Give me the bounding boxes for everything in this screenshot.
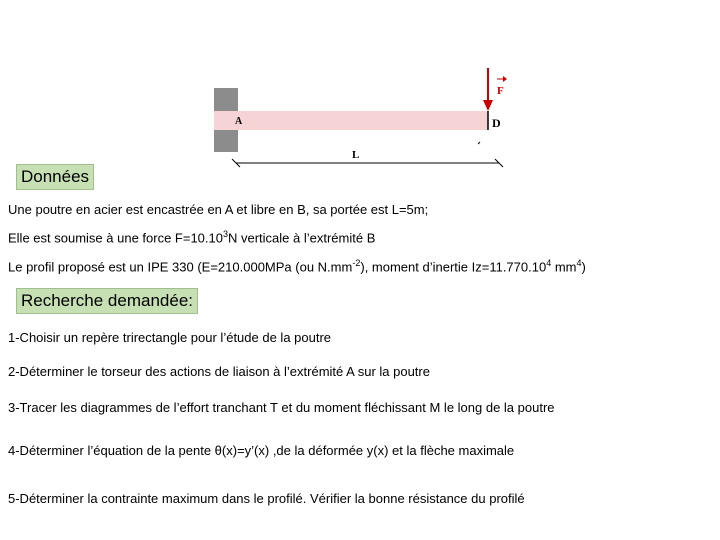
beam <box>214 111 488 130</box>
question-2: 2-Déterminer le torseur des actions de liaison à l’extrémité A sur la poutre <box>8 364 430 379</box>
donnees-line-3: Le profil proposé est un IPE 330 (E=210.000MPa (ou $N.mm^{-2}$), moment d’inertie $Iz=11.770.10^4$ $mm^4$) <box>8 258 586 275</box>
donnees-title: Données <box>21 167 90 186</box>
vector-mark-head <box>503 76 507 82</box>
force-arrowhead <box>483 100 493 111</box>
dimension-mark <box>478 142 480 144</box>
question-4: 4-Déterminer l’équation de la pente θ(x)=y’(x) ,de la déformée y(x) et la flèche maximale <box>8 443 515 458</box>
question-5: 5-Déterminer la contrainte maximum dans le profilé. Vérifier la bonne résistance du profilé <box>8 491 525 506</box>
length-label: L <box>352 149 360 161</box>
donnees-line-2: Elle est soumise à une force $F=10.10^3N$ verticale à l’extrémité B <box>8 229 376 246</box>
donnees-heading <box>16 164 94 190</box>
recherche-title: Recherche demandée: <box>21 291 194 310</box>
point-b-label: D <box>492 116 501 130</box>
recherche-heading <box>16 288 198 314</box>
question-1: 1-Choisir un repère trirectangle pour l’étude de la poutre <box>8 330 332 345</box>
force-label: F <box>497 85 504 97</box>
point-a-label: A <box>235 116 243 127</box>
donnees-line-1: Une poutre en acier est encastrée en A et libre en B, sa portée est L=5m; <box>8 202 429 217</box>
question-3: 3-Tracer les diagrammes de l’effort tranchant T et du moment fléchissant M le long de la poutre <box>8 400 555 415</box>
beam-diagram <box>0 0 720 180</box>
